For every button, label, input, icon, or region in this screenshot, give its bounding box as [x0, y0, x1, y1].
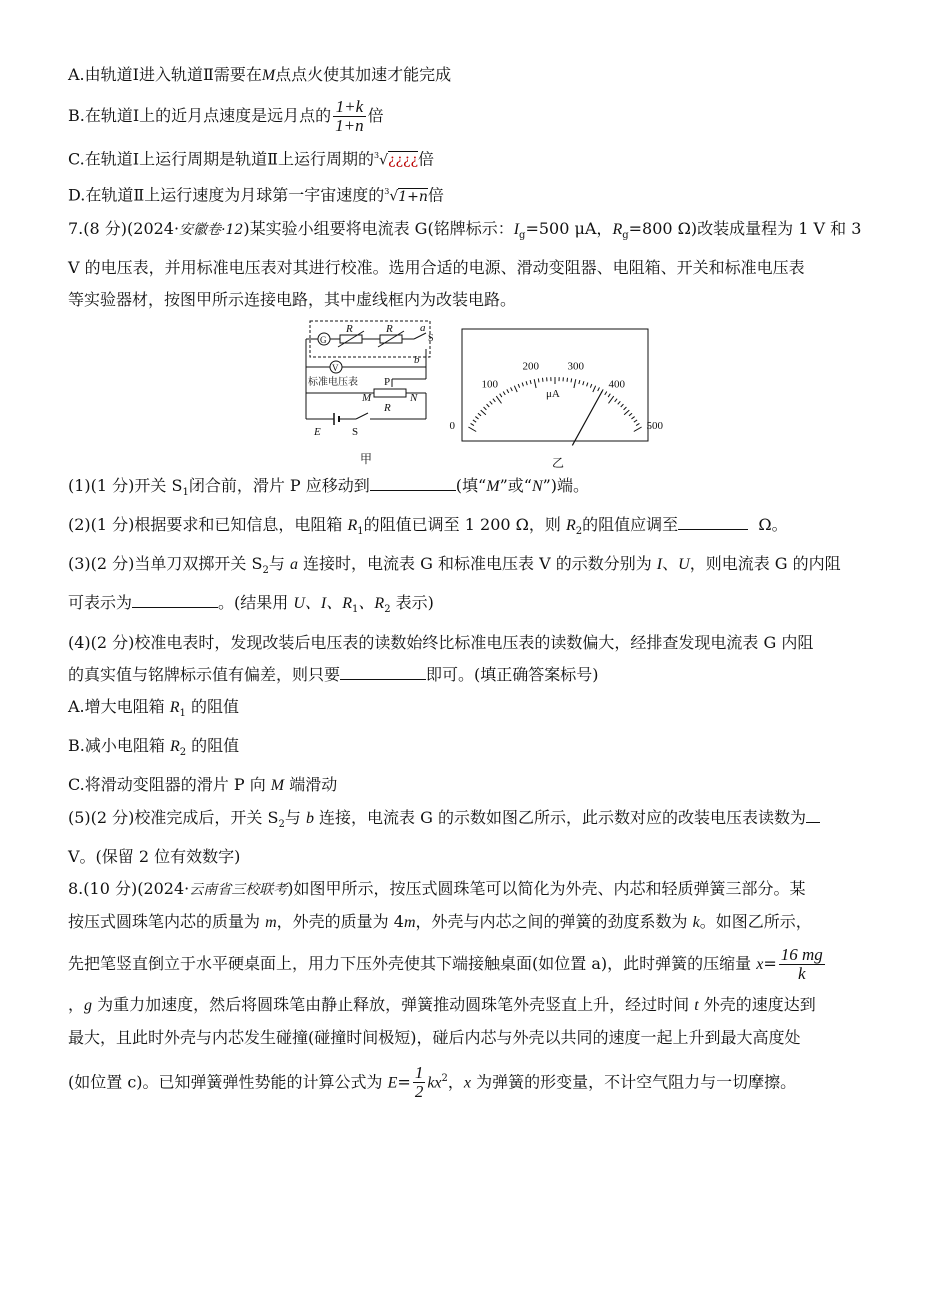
circuit-diagram	[304, 319, 440, 467]
meter-tick	[468, 427, 476, 432]
meter-tick	[507, 389, 509, 393]
ammeter-dial	[449, 327, 664, 470]
meter-tick	[522, 382, 523, 386]
fraction-b: $\frac{1+k}{1+n}$	[335, 97, 364, 135]
q7-option-a: A.增大电阻箱 $R_1$ 的阻值	[68, 696, 239, 719]
meter-tick	[636, 423, 639, 425]
meter-tick	[511, 387, 513, 391]
q7-part5-line1: (5)(2 分)校准完成后，开关 $S_2$与 b 连接，电流表 G 的示数如图乙所示，此示数对应的改装电压表读数为	[68, 805, 888, 838]
meter-tick	[579, 380, 580, 384]
tick-label-100: 100	[481, 378, 499, 391]
answer-blank-3[interactable]	[132, 591, 218, 608]
answer-blank-4[interactable]	[340, 663, 426, 680]
meter-needle	[572, 391, 602, 445]
switch-s1	[356, 413, 368, 419]
meter-tick	[605, 391, 607, 394]
meter-tick	[634, 420, 637, 422]
meter-tick	[493, 398, 495, 401]
meter-tick	[526, 381, 527, 385]
meter-tick	[590, 384, 591, 388]
meter-tick	[608, 396, 613, 403]
meter-tick	[538, 378, 539, 382]
q7-figures	[68, 319, 888, 469]
option-6b: B.在轨道Ⅰ上的近月点速度是远月点的 $\frac{1+k}{1+n}$ 倍	[68, 97, 384, 135]
meter-tick	[484, 407, 487, 410]
meter-tick	[571, 378, 572, 382]
option-6c: C.在轨道Ⅰ上运行周期是轨道Ⅱ上运行周期的$^3$√¿¿¿¿倍	[68, 149, 435, 169]
meter-tick	[615, 398, 617, 401]
meter-tick	[631, 416, 634, 418]
meter-tick	[598, 387, 600, 391]
label-r2: R	[386, 322, 393, 335]
q7-part3-line2: 可表示为 。(结果用 U、I、$R_1$、$R_2$ 表示)	[68, 593, 434, 616]
answer-blank-5[interactable]	[806, 806, 820, 823]
label-r1: R	[346, 322, 353, 335]
meter-tick	[608, 394, 610, 397]
option-6d: D.在轨道Ⅱ上运行速度为月球第一宇宙速度的$^3$√1+n倍	[68, 185, 444, 205]
meter-tick	[487, 404, 490, 407]
meter-tick	[518, 384, 519, 388]
meter-tick	[624, 407, 627, 410]
tick-label-0: 0	[449, 419, 455, 432]
tick-label-200: 200	[522, 360, 540, 373]
q7-part4-line2: 的真实值与铭牌标示值有偏差，则只要 即可。(填正确答案标号)	[68, 664, 599, 684]
meter-tick	[618, 401, 621, 404]
label-a: a	[420, 321, 426, 334]
meter-tick	[490, 401, 493, 404]
label-v: V	[332, 362, 339, 373]
q8-line4: ，g 为重力加速度，然后将圆珠笔由静止释放，弹簧推动圆珠笔外壳竖直上升，经过时间 t 外壳的速度达到	[68, 995, 816, 1015]
meter-tick	[530, 380, 531, 384]
q8-line6: (如位置 c)。已知弹簧弹性势能的计算公式为 E= $\frac{1}{2}$ $kx^2$，x 为弹簧的形变量，不计空气阻力与一切摩擦。	[68, 1063, 797, 1102]
meter-tick	[473, 420, 476, 422]
tick-label-300: 300	[567, 360, 584, 373]
meter-tick	[534, 379, 536, 388]
meter-tick	[514, 385, 517, 391]
q7-intro-line2: V 的电压表，并用标准电压表对其进行校准。选用合适的电源、滑动变阻器、电阻箱、开关和标准电压表	[68, 257, 805, 277]
q8-line1: 8.(10 分)(2024·云南省三校联考)如图甲所示，按压式圆珠笔可以简化为外壳、内芯和轻质弹簧三部分。某	[68, 879, 806, 899]
label-s2: S	[428, 332, 434, 344]
meter-unit: μA	[546, 387, 560, 400]
meter-tick	[583, 381, 584, 385]
meter-tick	[478, 413, 481, 416]
meter-tick	[500, 394, 502, 397]
meter-tick	[634, 427, 642, 432]
meter-tick	[567, 378, 568, 382]
q7-option-c: C.将滑动变阻器的滑片 P 向 M 端滑动	[68, 774, 338, 794]
label-standard-voltmeter: 标准电压表	[308, 376, 358, 388]
figure-label-yi: 乙	[552, 455, 565, 470]
rheostat-r0	[374, 389, 406, 397]
q7-part3-line1: (3)(2 分)当单刀双掷开关 $S_2$与 a 连接时，电流表 G 和标准电压表 V 的示数分别为 I、U，则电流表 G 的内阻	[68, 554, 841, 577]
q7-option-b: B.减小电阻箱 $R_2$ 的阻值	[68, 735, 240, 758]
meter-tick	[587, 382, 588, 386]
meter-tick	[503, 391, 505, 394]
meter-tick	[475, 416, 478, 418]
meter-tick	[496, 396, 501, 403]
meter-tick	[593, 385, 596, 391]
meter-tick	[481, 410, 486, 415]
meter-tick	[629, 413, 632, 416]
meter-tick	[574, 379, 576, 388]
option-6a: A.由轨道Ⅰ进入轨道Ⅱ需要在M点点火使其加速才能完成	[68, 65, 452, 84]
q7-intro-line1: 7.(8 分)(2024·安徽卷·12)某实验小组要将电流表 G(铭牌标示：$I_g=500$ μA，$R_g=800$ Ω)改装成量程为 1 V 和 3	[68, 218, 862, 241]
q8-line3: 先把笔竖直倒立于水平硬桌面上，用力下压外壳使其下端接触桌面(如位置 a)，此时弹簧的压缩量 x= $\frac{16 mg}{k}$	[68, 945, 823, 984]
label-b: b	[414, 353, 420, 366]
figure-label-jia: 甲	[360, 451, 373, 466]
tick-label-500: 500	[646, 419, 664, 432]
label-n: N	[410, 391, 418, 404]
document-page	[68, 62, 888, 1107]
meter-tick	[542, 378, 543, 382]
q8-line2: 按压式圆珠笔内芯的质量为 m，外壳的质量为 4m，外壳与内芯之间的弹簧的劲度系数为 k。如图乙所示，	[68, 912, 812, 932]
label-e: E	[314, 425, 321, 438]
label-m: M	[362, 391, 372, 404]
q8-line5: 最大，且此时外壳与内芯发生碰撞(碰撞时间极短)，碰后内芯与外壳以共同的速度一起上升到最大高度处	[68, 1028, 801, 1048]
q7-part5-line2: V。(保留 2 位有效数字)	[68, 847, 241, 867]
q7-part2: (2)(1 分)根据要求和已知信息，电阻箱 $R_1$的阻值已调至 1 200 Ω，则 $R_2$的阻值应调至 Ω。	[68, 515, 788, 538]
label-r0: R	[384, 401, 391, 414]
meter-tick	[471, 423, 474, 425]
q7-part1: (1)(1 分)开关 $S_1$闭合前，滑片 P 应移动到 (填“M”或“N”)端。	[68, 475, 590, 499]
answer-blank-2[interactable]	[678, 513, 748, 530]
meter-tick	[624, 410, 629, 415]
fraction-compression: $\frac{16 mg}{k}$	[780, 945, 823, 984]
label-g: G	[320, 334, 327, 345]
tick-label-400: 400	[608, 378, 625, 391]
q7-part4-line1: (4)(2 分)校准电表时，发现改装后电压表的读数始终比标准电压表的读数偏大，经排查发现电流表 G 内阻	[68, 632, 814, 652]
answer-blank-1[interactable]	[370, 474, 456, 491]
fraction-half: $\frac{1}{2}$	[414, 1063, 424, 1102]
label-s1: S	[352, 425, 359, 438]
q7-intro-line3: 等实验器材，按图甲所示连接电路，其中虚线框内为改装电路。	[68, 289, 517, 309]
label-p: P	[384, 375, 391, 388]
meter-tick	[621, 404, 624, 407]
